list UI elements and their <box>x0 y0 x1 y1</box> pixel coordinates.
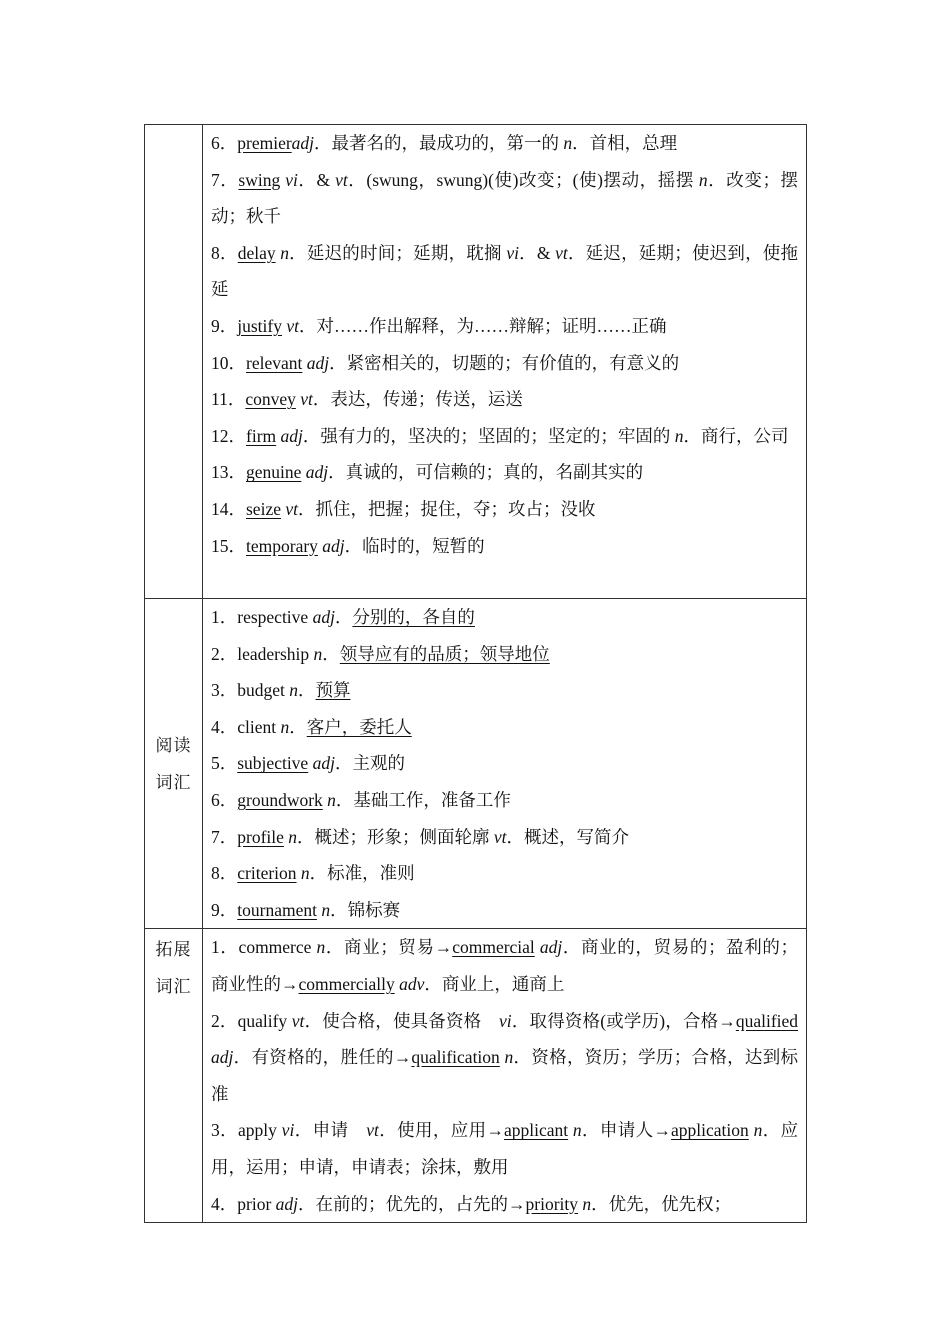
vocab-word: swing <box>238 169 281 190</box>
vocab-word: premier <box>237 133 292 153</box>
vocab-entry <box>211 345 798 382</box>
definition-text: ．应用，运用；申请，申请表；涂抹，敷用 <box>211 1120 799 1177</box>
vocab-entry <box>211 1003 798 1113</box>
part-of-speech: n <box>563 133 573 153</box>
part-of-speech: vt <box>300 389 313 410</box>
vocab-entry <box>211 636 798 673</box>
vocab-entry <box>211 745 798 782</box>
part-of-speech: n <box>327 789 336 810</box>
entry-number: 9． <box>211 315 238 336</box>
entry-number: 6． <box>211 133 238 153</box>
underlined-answer: qualified <box>735 1010 799 1031</box>
vocab-word: delay <box>237 242 276 263</box>
definition-text: ．最著名的，最成功的，第一的 <box>314 133 564 153</box>
part-of-speech: adj <box>211 1047 234 1068</box>
vocab-entry <box>211 162 798 235</box>
vocab-entry <box>211 819 798 856</box>
part-of-speech: adj <box>322 535 345 556</box>
entry-number: 15． <box>211 535 246 556</box>
entry-number: 11． <box>211 389 246 410</box>
vocab-entry <box>211 855 798 892</box>
entries-cell <box>203 599 807 929</box>
underlined-answer: 分别的，各自的 <box>352 607 475 627</box>
vocab-word: commerce <box>238 937 312 958</box>
entry-number: 5． <box>211 753 238 774</box>
part-of-speech: vt <box>555 242 568 263</box>
entries-cell <box>203 125 807 599</box>
entries-cell <box>203 929 807 1223</box>
part-of-speech: n <box>698 169 708 190</box>
part-of-speech: vt <box>291 1010 305 1031</box>
definition-text: ．商业上，通商上 <box>424 973 565 994</box>
vocab-entry <box>211 308 798 345</box>
underlined-answer: 预算 <box>315 680 351 701</box>
category-label-line-1: 阅读 <box>155 735 192 755</box>
entry-number: 8． <box>211 242 238 263</box>
vocab-word: subjective <box>237 753 309 774</box>
section-reading-vocabulary <box>145 599 807 929</box>
vocab-word: respective <box>237 607 309 627</box>
vocab-word: leadership <box>237 643 310 664</box>
definition-text: ．(swung，swung)(使)改变；(使)摆动，摇摆 <box>347 169 699 190</box>
definition-text: ．& <box>518 242 556 263</box>
vocab-word: client <box>237 716 277 737</box>
entry-number: 3． <box>211 680 238 701</box>
underlined-answer: applicant <box>503 1120 569 1141</box>
entry-number: 3． <box>211 1120 239 1141</box>
definition-text: ．申请 <box>294 1120 367 1141</box>
vocab-word: relevant <box>246 352 303 373</box>
entry-number: 2． <box>211 1010 238 1031</box>
definition-text: ．表达，传递；传送，运送 <box>312 389 523 410</box>
section-extended-vocabulary <box>145 929 807 1223</box>
definition-text: ．临时的，短暂的 <box>344 535 485 556</box>
category-label-line-2: 词汇 <box>155 772 192 792</box>
part-of-speech: adv <box>399 973 425 994</box>
definition-text: ．紧密相关的，切题的；有价值的，有意义的 <box>329 352 680 373</box>
part-of-speech: vt <box>366 1120 379 1141</box>
definition-text: ．概述，写简介 <box>506 826 630 847</box>
part-of-speech: adj <box>539 937 563 958</box>
entry-number: 2． <box>211 643 238 664</box>
definition-text: ．抓住，把握；捉住，夺；攻占；没收 <box>298 498 596 519</box>
vocab-word: temporary <box>246 535 318 556</box>
vocabulary-table <box>144 124 807 1223</box>
entry-number: 9． <box>211 899 238 920</box>
entry-number: 7． <box>211 169 239 190</box>
underlined-answer: commercial <box>452 937 535 958</box>
definition-text: ．商业；贸易→ <box>325 937 453 958</box>
part-of-speech: adj <box>275 1193 299 1214</box>
definition-text: ．申请人→ <box>581 1120 672 1141</box>
part-of-speech: vi <box>281 1120 295 1141</box>
vocab-word: justify <box>237 315 282 336</box>
vocab-entry <box>211 709 798 746</box>
vocab-entry <box>211 599 798 636</box>
vocab-word: convey <box>245 389 296 410</box>
part-of-speech: n <box>582 1193 592 1214</box>
vocab-entry <box>211 1186 798 1223</box>
definition-text: ．基础工作，准备工作 <box>335 789 511 810</box>
entry-number: 10． <box>211 352 246 373</box>
definition-text: ．标准，准则 <box>309 863 415 884</box>
underlined-answer: commercially <box>298 973 395 994</box>
definition-text: ． <box>322 643 340 664</box>
underlined-answer: 客户，委托人 <box>306 716 412 737</box>
part-of-speech: n <box>572 1120 582 1141</box>
definition-text: ．主观的 <box>334 753 405 774</box>
vocab-word: genuine <box>246 462 302 483</box>
definition-text: ． <box>298 680 316 701</box>
definition-text: ．有资格的，胜任的→ <box>233 1047 412 1068</box>
part-of-speech: n <box>504 1047 514 1068</box>
part-of-speech: adj <box>312 753 335 774</box>
category-label-line-1: 拓展 <box>155 940 192 960</box>
definition-text: ．取得资格(或学历)，合格→ <box>511 1010 736 1031</box>
definition-text: ． <box>289 716 307 737</box>
entry-list <box>211 125 798 564</box>
entry-number: 12． <box>211 425 246 446</box>
definition-text: ．改变；摆动；秋千 <box>211 169 799 227</box>
part-of-speech: n <box>321 899 331 920</box>
part-of-speech: n <box>674 425 684 446</box>
definition-text: ．首相，总理 <box>572 133 678 153</box>
definition-text: ．& <box>297 169 336 190</box>
category-cell <box>145 929 203 1223</box>
vocab-entry <box>211 672 798 709</box>
definition-text: ．使用，应用→ <box>378 1120 504 1141</box>
definition-text: ．强有力的，坚决的；坚固的；坚定的；牢固的 <box>302 425 675 446</box>
definition-text: ．商行，公司 <box>683 425 789 446</box>
vocab-word: tournament <box>237 899 317 920</box>
vocab-word: budget <box>237 680 285 701</box>
vocab-entry <box>211 1112 798 1185</box>
definition-text: ．延迟，延期；使迟到，使拖延 <box>211 242 799 300</box>
part-of-speech: vt <box>286 315 299 336</box>
part-of-speech: vt <box>493 826 507 847</box>
part-of-speech: n <box>280 242 289 263</box>
part-of-speech: vi <box>285 169 298 190</box>
definition-text: ．延迟的时间；延期，耽搁 <box>288 242 507 263</box>
part-of-speech: n <box>316 937 326 958</box>
part-of-speech: adj <box>306 352 330 373</box>
vocab-word: prior <box>237 1193 272 1214</box>
vocab-entry <box>211 782 798 819</box>
entry-number: 7． <box>211 826 238 847</box>
entry-number: 6． <box>211 789 238 810</box>
definition-text: ．概述；形象；侧面轮廓 <box>297 826 494 847</box>
entry-number: 1． <box>211 937 239 958</box>
vocab-entry <box>211 418 798 455</box>
part-of-speech: n <box>300 863 310 884</box>
part-of-speech: vi <box>506 242 519 263</box>
category-cell <box>145 599 203 929</box>
vocab-word: firm <box>246 425 277 446</box>
definition-text: ．对……作出解释，为……辩解；证明……正确 <box>299 315 667 336</box>
part-of-speech: n <box>753 1120 763 1141</box>
definition-text: ．优先，优先权； <box>591 1193 732 1214</box>
underlined-answer: 领导应有的品质；领导地位 <box>339 643 550 664</box>
entry-number: 8． <box>211 863 238 884</box>
part-of-speech: adj <box>312 607 335 627</box>
category-cell <box>145 125 203 599</box>
category-label-line-2: 词汇 <box>155 977 192 997</box>
part-of-speech: adj <box>280 425 303 446</box>
vocab-word: groundwork <box>237 789 323 810</box>
definition-text: ．锦标赛 <box>330 899 401 920</box>
part-of-speech: vi <box>499 1010 512 1031</box>
part-of-speech: adj <box>291 133 315 153</box>
definition-text: ．使合格，使具备资格 <box>304 1010 500 1031</box>
vocab-word: qualify <box>237 1010 288 1031</box>
underlined-answer: application <box>671 1120 749 1141</box>
vocab-word: profile <box>237 826 284 847</box>
part-of-speech: n <box>280 716 290 737</box>
entry-list <box>211 599 798 928</box>
part-of-speech: n <box>313 643 323 664</box>
underlined-answer: qualification <box>411 1047 500 1068</box>
definition-text: ．在前的；优先的，占先的→ <box>298 1193 526 1214</box>
definition-text: ．资格，资历；学历；合格，达到标准 <box>211 1047 799 1104</box>
entry-number: 13． <box>211 462 246 483</box>
entry-number: 4． <box>211 1193 238 1214</box>
part-of-speech: vt <box>285 498 298 519</box>
vocab-entry <box>211 125 798 162</box>
vocab-word: seize <box>246 498 281 519</box>
part-of-speech: n <box>288 826 298 847</box>
definition-text: ．商业的，贸易的；盈利的；商业性的→ <box>211 937 799 994</box>
vocab-entry <box>211 929 798 1002</box>
vocab-entry <box>211 235 798 308</box>
entry-number: 1． <box>211 607 238 627</box>
vocab-entry <box>211 892 798 929</box>
entry-number: 14． <box>211 498 246 519</box>
part-of-speech: vt <box>335 169 348 190</box>
part-of-speech: adj <box>305 462 329 483</box>
vocab-entry <box>211 491 798 528</box>
vocab-word: criterion <box>237 863 297 884</box>
underlined-answer: priority <box>525 1193 579 1214</box>
section-core-vocabulary <box>145 125 807 599</box>
entry-list <box>211 929 798 1222</box>
part-of-speech: n <box>289 680 299 701</box>
vocab-word: apply <box>238 1120 277 1141</box>
vocab-entry <box>211 381 798 418</box>
vocab-entry <box>211 454 798 491</box>
vocab-entry <box>211 528 798 565</box>
entry-number: 4． <box>211 716 238 737</box>
definition-text: ．真诚的，可信赖的；真的，名副其实的 <box>328 462 644 483</box>
definition-text: ． <box>334 607 353 627</box>
